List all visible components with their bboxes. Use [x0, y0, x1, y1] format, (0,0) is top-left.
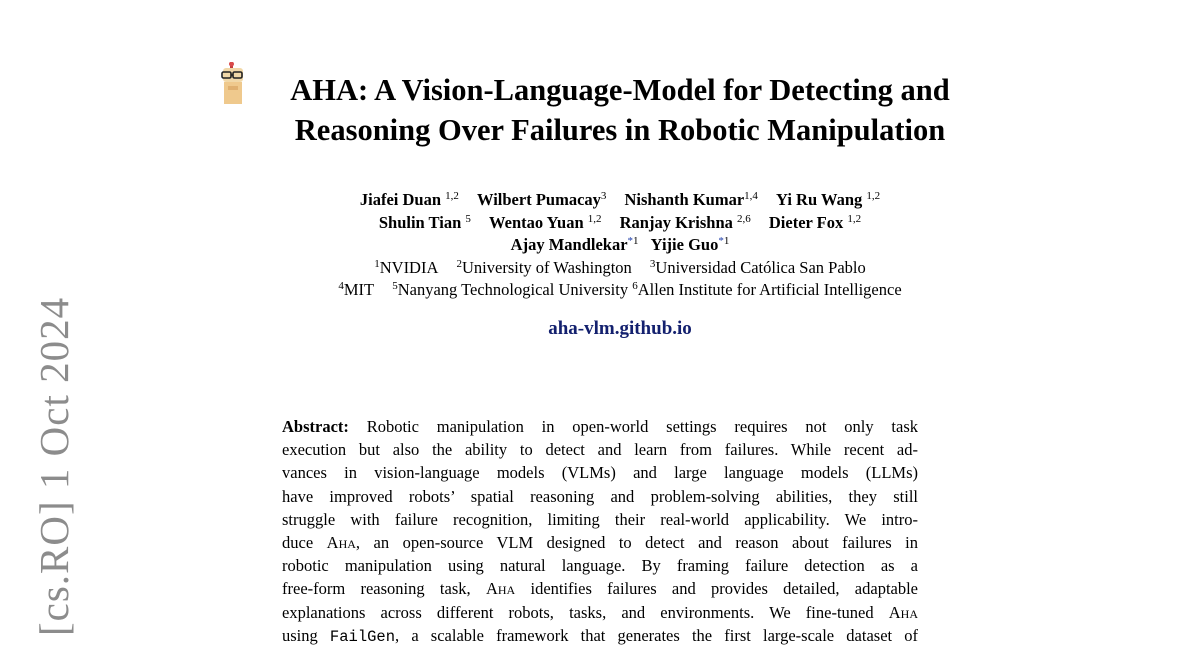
affiliation-text: Nanyang Technological University — [397, 280, 629, 299]
author-affiliation-mark: 1,4 — [744, 190, 758, 202]
affiliation-row-1 — [240, 257, 1000, 280]
abstract-line: robotic manipulation using natural language. By framing failure detection as a — [282, 556, 918, 576]
author-affiliation-mark: 3 — [600, 190, 607, 202]
abstract-line: struggle with failure recognition, limiting their real-world applicability. We intro- — [282, 509, 918, 529]
title-line-2: Reasoning Over Failures in Robotic Manipulation — [294, 113, 946, 147]
author-affiliation-mark: 1,2 — [445, 190, 459, 202]
failgen-name: FailGen — [329, 627, 396, 646]
author-name: Ajay Mandlekar — [510, 235, 628, 254]
author-affiliation-mark: 5 — [465, 212, 471, 225]
author-affiliation-mark: 1,2 — [587, 212, 602, 225]
author-name: Yi Ru Wang — [776, 190, 863, 209]
abstract-line: explanations across different robots, tasks, and environments. We fine-tuned Aha — [282, 602, 918, 622]
author-name: Wilbert Pumacay — [477, 190, 601, 209]
author-block — [240, 189, 1000, 302]
abstract-label: Abstract: — [282, 417, 349, 436]
abstract-body — [282, 415, 918, 649]
abstract-line: Abstract: Robotic manipulation in open-world settings requires not only task — [282, 417, 918, 436]
abstract-line: duce Aha, an open-source VLM designed to detect and reason about failures in — [282, 533, 918, 553]
author-name: Wentao Yuan — [489, 212, 584, 232]
affiliation-mark: 4 — [338, 280, 344, 292]
author-name: Dieter Fox — [768, 212, 844, 232]
affiliation-row-2 — [240, 279, 1000, 302]
abstract-line: execution but also the ability to detect and learn from failures. While recent ad- — [282, 440, 918, 460]
affiliation-mark: 3 — [649, 257, 656, 270]
abstract-line: free-form reasoning task, Aha identifies failures and provides detailed, adaptable — [282, 579, 919, 599]
author-name: Ranjay Krishna — [619, 212, 733, 232]
project-url-link[interactable]: aha-vlm.github.io — [548, 318, 692, 339]
author-name: Nishanth Kumar — [624, 190, 745, 209]
affiliation-mark: 1 — [374, 257, 380, 270]
affiliation-text: MIT — [343, 280, 375, 299]
aha-model-name: Aha — [485, 579, 516, 599]
affiliation-text: Allen Institute for Artificial Intelligence — [637, 280, 902, 299]
title-line-1: AHA: A Vision-Language-Model for Detecting and — [290, 73, 950, 107]
aha-model-name: Aha — [888, 602, 918, 622]
equal-contribution-mark: * — [627, 235, 634, 247]
affiliation-text: University of Washington — [462, 257, 632, 277]
abstract-line: have improved robots’ spatial reasoning and problem-solving abilities, they still — [282, 486, 918, 506]
affiliation-mark: 5 — [392, 280, 398, 292]
author-name: Shulin Tian — [378, 212, 462, 232]
affiliation-text: NVIDIA — [379, 257, 439, 277]
affiliation-mark: 6 — [632, 280, 638, 292]
author-row-2 — [240, 212, 1000, 235]
affiliation-text: Universidad Católica San Pablo — [655, 257, 866, 277]
author-name: Jiafei Duan — [359, 190, 441, 209]
paper-title — [240, 70, 1000, 150]
author-affiliation-mark: 1,2 — [866, 190, 881, 202]
author-affiliation-mark: 1 — [633, 235, 639, 247]
author-name: Yijie Guo — [650, 235, 719, 254]
abstract-line: vances in vision-language models (VLMs) and large language models (LLMs) — [282, 463, 918, 483]
author-affiliation-mark: 1,2 — [847, 212, 862, 225]
author-row-1 — [240, 189, 1000, 212]
equal-contribution-mark: * — [718, 235, 724, 247]
author-affiliation-mark: 2,6 — [737, 212, 751, 225]
author-row-3 — [240, 234, 1000, 257]
aha-model-name: Aha — [326, 533, 356, 553]
abstract-line: using FailGen, a scalable framework that generates the first large-scale dataset of — [282, 625, 918, 646]
arxiv-margin-stamp: [cs.RO] 1 Oct 2024 — [31, 296, 77, 636]
author-affiliation-mark: 1 — [723, 235, 730, 247]
affiliation-mark: 2 — [456, 257, 463, 270]
